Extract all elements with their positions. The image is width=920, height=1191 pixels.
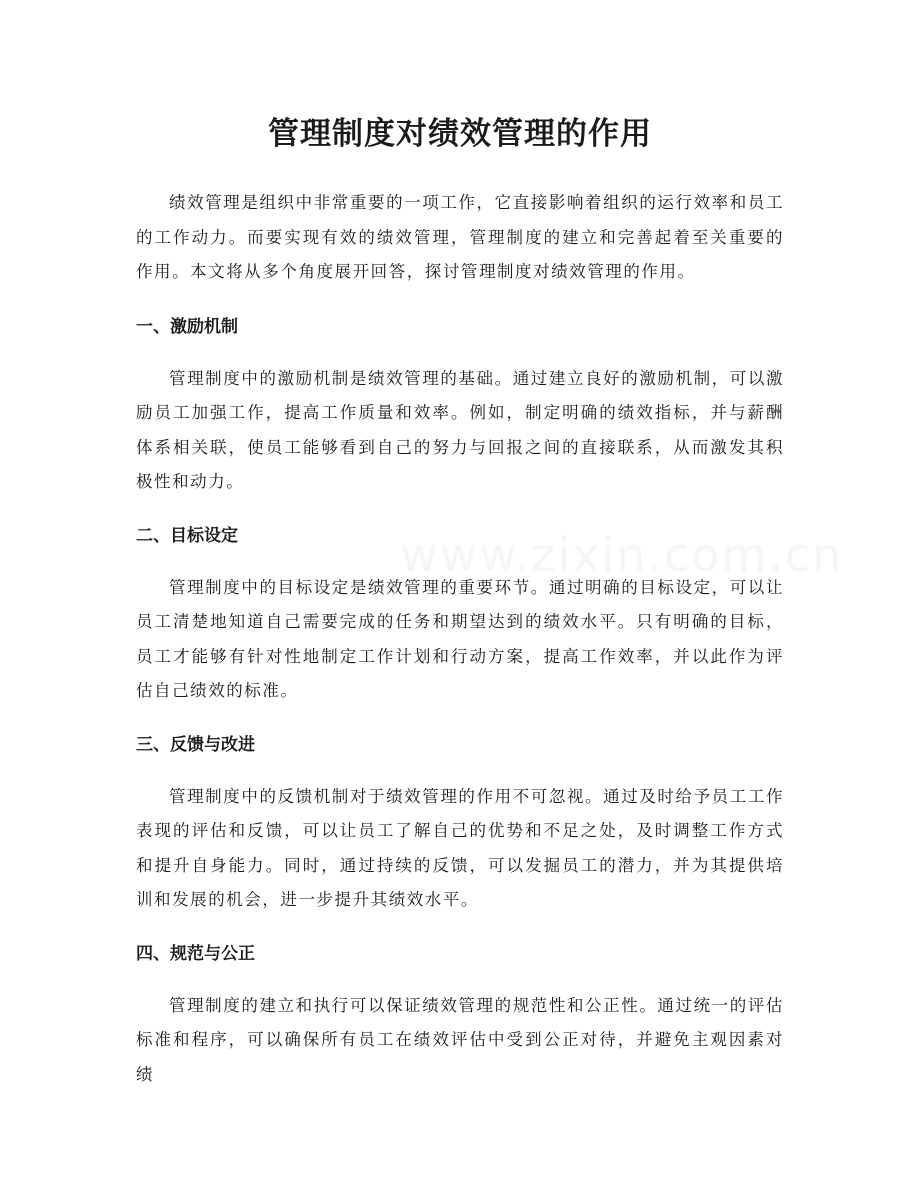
section-body-incentive: 管理制度中的激励机制是绩效管理的基础。通过建立良好的激励机制，可以激励员工加强工作，提高工作质量和效率。例如，制定明确的绩效指标，并与薪酬体系相关联，使员工能够看到自己的努力与回报之间的直接联系，从而激发其积极性和动力。 xyxy=(136,368,784,491)
document-title: 管理制度对绩效管理的作用 xyxy=(268,116,652,152)
intro-paragraph: 绩效管理是组织中非常重要的一项工作，它直接影响着组织的运行效率和员工的工作动力。而要实现有效的绩效管理，管理制度的建立和完善起着至关重要的作用。本文将从多个角度展开回答，探讨管理制度对绩效管理的作用。 xyxy=(136,193,784,281)
watermark: www.zixin.com.cn xyxy=(400,528,844,582)
section-heading-feedback: 三、反馈与改进 xyxy=(136,734,255,755)
section-body-feedback: 管理制度中的反馈机制对于绩效管理的作用不可忽视。通过及时给予员工工作表现的评估和反馈，可以让员工了解自己的优势和不足之处，及时调整工作方式和提升自身能力。同时，通过持续的反馈，可以发掘员工的潜力，并为其提供培训和发展的机会，进一步提升其绩效水平。 xyxy=(136,786,784,909)
section-body-goal-setting: 管理制度中的目标设定是绩效管理的重要环节。通过明确的目标设定，可以让员工清楚地知道自己需要完成的任务和期望达到的绩效水平。只有明确的目标，员工才能够有针对性地制定工作计划和行动方案，提高工作效率，并以此作为评估自己绩效的标准。 xyxy=(136,577,784,700)
section-body-fairness: 管理制度的建立和执行可以保证绩效管理的规范性和公正性。通过统一的评估标准和程序，可以确保所有员工在绩效评估中受到公正对待，并避免主观因素对绩 xyxy=(136,995,784,1084)
document-body xyxy=(136,186,784,1111)
section-heading-incentive: 一、激励机制 xyxy=(136,316,238,337)
section-heading-fairness: 四、规范与公正 xyxy=(136,943,255,964)
section-heading-goal-setting: 二、目标设定 xyxy=(136,525,238,546)
